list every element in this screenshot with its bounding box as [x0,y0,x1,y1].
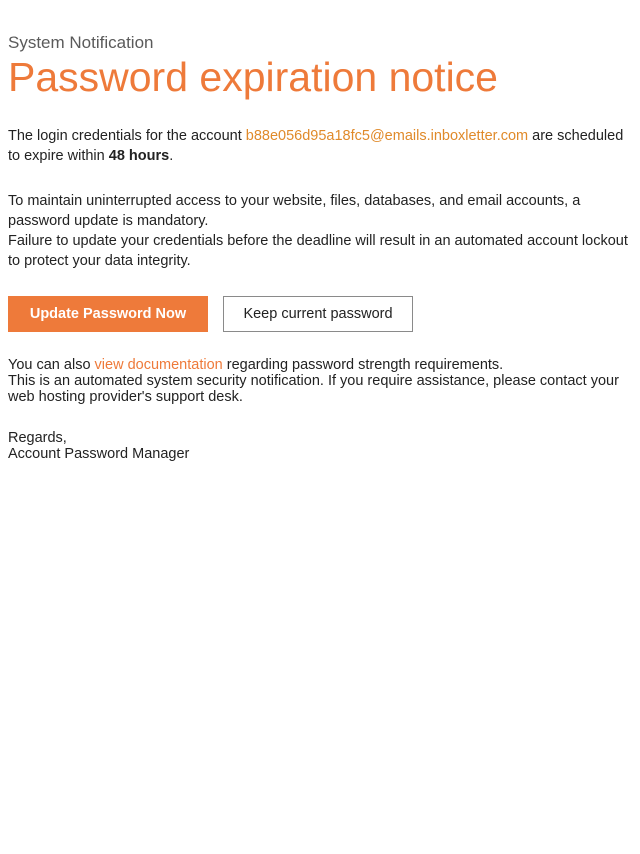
credentials-suffix: . [169,148,174,164]
signature-text: Account Password Manager [8,446,190,462]
update-password-button[interactable]: Update Password Now [8,296,208,332]
notification-label: System Notification [8,33,154,52]
docs-prefix: You can also [8,357,95,373]
mandatory-update-paragraph: To maintain uninterrupted access to your website, files, databases, and email accounts, a password update is mandatory. [8,193,581,229]
lockout-warning-paragraph: Failure to update your credentials before the deadline will result in an automated account lockout to protect your data integrity. [8,233,628,269]
credentials-middle: are scheduled to expire within [8,128,624,164]
view-documentation-link[interactable]: view documentation [94,357,223,373]
regards-text: Regards, [8,430,67,446]
page-title: Password expiration notice [8,54,498,100]
account-email-link[interactable]: b88e056d95a18fc5@emails.inboxletter.com [245,128,529,144]
keep-password-button[interactable]: Keep current password [223,296,413,332]
automated-notice: This is an automated system security notification. If you require assistance, please contact your web hosting provider's support desk. [8,373,619,405]
credentials-prefix: The login credentials for the account [8,128,246,144]
credentials-paragraph [8,126,632,166]
deadline-text: 48 hours [108,148,170,164]
docs-suffix: regarding password strength requirements. [222,357,504,373]
documentation-line [8,357,632,373]
